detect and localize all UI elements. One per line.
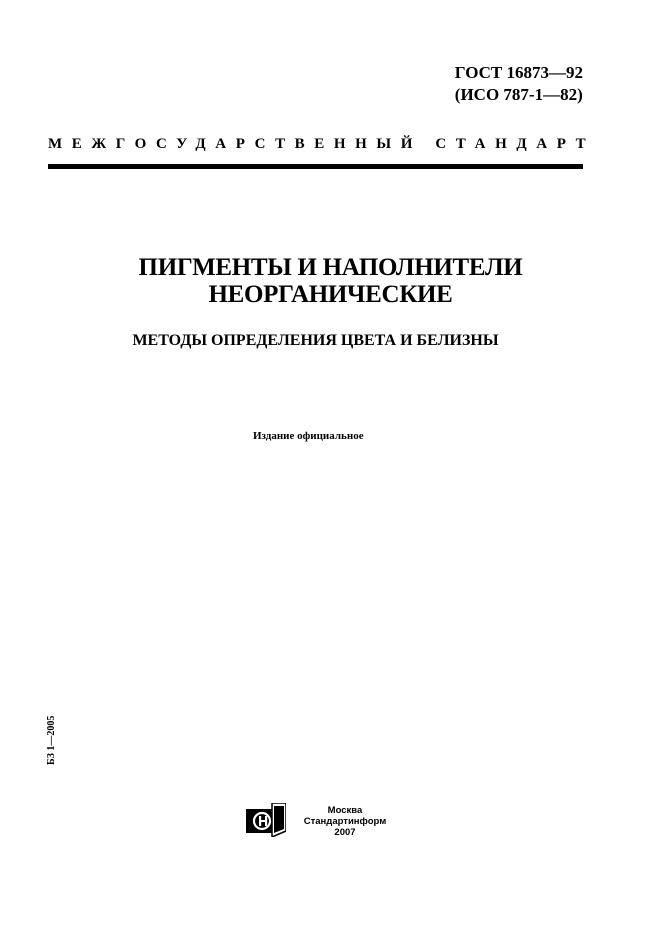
title-line-1: ПИГМЕНТЫ И НАПОЛНИТЕЛИ xyxy=(138,254,523,281)
header-divider xyxy=(48,164,583,169)
gost-designation xyxy=(455,62,583,106)
document-title xyxy=(0,254,661,308)
iso-number: (ИСО 787-1—82) xyxy=(454,85,583,104)
publisher-name: Стандартинформ xyxy=(303,816,387,827)
standard-type-heading: МЕЖГОСУДАРСТВЕННЫЙ СТАНДАРТ xyxy=(48,136,596,152)
title-line-2: НЕОРГАНИЧЕСКИЕ xyxy=(208,281,453,308)
publisher-year: 2007 xyxy=(334,827,356,838)
publisher-city: Москва xyxy=(327,805,363,816)
gost-number: ГОСТ 16873—92 xyxy=(454,63,583,82)
logo-graphic xyxy=(246,803,286,837)
document-subtitle: МЕТОДЫ ОПРЕДЕЛЕНИЯ ЦВЕТА И БЕЛИЗНЫ xyxy=(132,332,499,349)
side-code: БЗ 1—2005 xyxy=(46,715,57,765)
publisher-info xyxy=(300,805,390,838)
edition-note: Издание официальное xyxy=(253,430,364,442)
standartinform-logo-icon xyxy=(246,803,286,837)
